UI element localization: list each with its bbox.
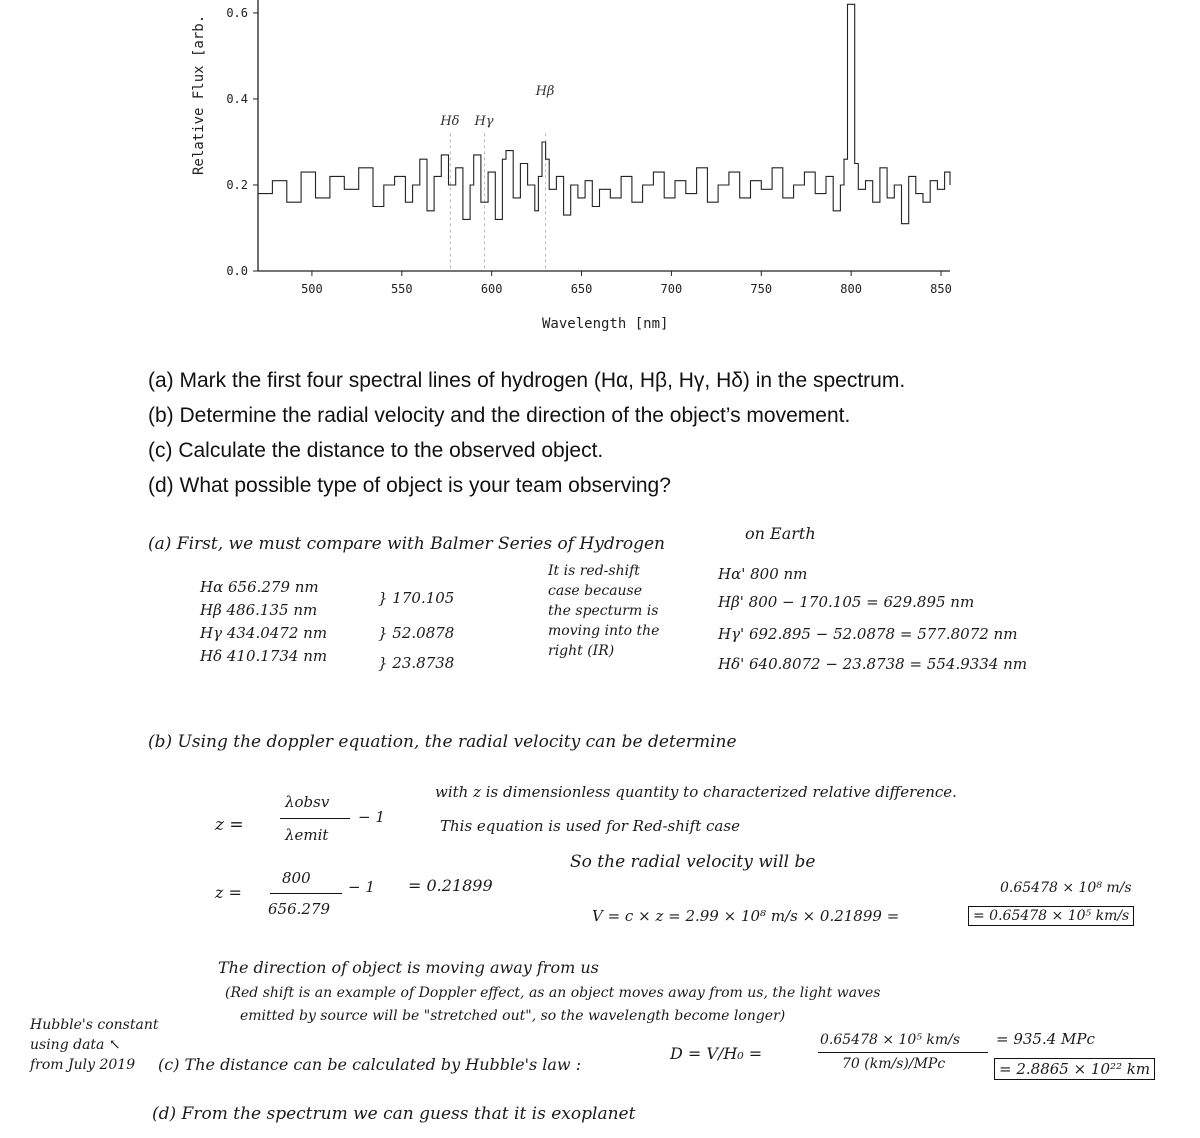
direction-line-2: (Red shift is an example of Doppler effect, as an object moves away from us, the light waves xyxy=(225,985,881,1001)
x-tick-label: 750 xyxy=(750,282,773,296)
hubble-note-3: from July 2019 xyxy=(30,1057,136,1073)
earth-line-h-alpha: Hα 656.279 nm xyxy=(200,578,319,596)
line-annotation-label: Hδ xyxy=(440,114,460,130)
x-axis xyxy=(258,271,952,296)
z-formula-denominator: λemit xyxy=(285,826,329,844)
answer-a-on-earth: on Earth xyxy=(745,524,816,543)
question-c: (c) Calculate the distance to the observed object. xyxy=(148,439,604,462)
z-calc-minus-one: − 1 xyxy=(348,878,375,896)
y-tick-label: 0.4 xyxy=(226,91,248,106)
earth-line-h-gamma: Hγ 434.0472 nm xyxy=(200,624,328,642)
redshift-note-1: It is red-shift xyxy=(548,563,640,579)
redshift-note-3: the specturm is xyxy=(548,603,659,619)
x-tick-label: 650 xyxy=(570,282,593,296)
difference-alpha-beta: } 170.105 xyxy=(378,589,455,607)
x-tick-label: 800 xyxy=(840,282,862,296)
x-axis-label: Wavelength [nm] xyxy=(542,316,669,332)
direction-line-3: emitted by source will be "stretched out", so the wavelength become longer) xyxy=(240,1008,786,1024)
answer-a-intro: (a) First, we must compare with Balmer Series of Hydrogen xyxy=(148,534,665,554)
answer-c-text: (c) The distance can be calculated by Hubble's law : xyxy=(158,1055,582,1074)
line-annotation-label: Hγ xyxy=(474,114,494,130)
question-b: (b) Determine the radial velocity and the direction of the object’s movement. xyxy=(148,404,851,427)
z-calc-denominator: 656.279 xyxy=(268,900,331,918)
y-tick-label: 0.6 xyxy=(226,5,248,20)
line-annotations xyxy=(439,84,554,129)
distance-equation: D = V/H₀ = xyxy=(670,1044,763,1063)
x-tick-label: 850 xyxy=(930,282,952,296)
observed-line-h-delta: Hδ' 640.8072 − 23.8738 = 554.9334 nm xyxy=(718,655,1028,673)
z-note-2: This equation is used for Red-shift case xyxy=(440,817,740,835)
distance-numerator: 0.65478 × 10⁵ km/s xyxy=(820,1032,961,1048)
y-tick-label: 0.0 xyxy=(226,264,248,278)
redshift-note-4: moving into the xyxy=(548,623,660,639)
x-tick-label: 600 xyxy=(480,282,503,296)
question-d: (d) What possible type of object is your team observing? xyxy=(148,474,671,497)
y-tick-label: 0.2 xyxy=(226,177,248,192)
z-calc-result: = 0.21899 xyxy=(408,876,493,895)
question-a: (a) Mark the first four spectral lines of hydrogen (Hα, Hβ, Hγ, Hδ) in the spectrum. xyxy=(148,369,906,392)
x-tick-label: 700 xyxy=(660,282,683,296)
observed-line-h-beta: Hβ' 800 − 170.105 = 629.895 nm xyxy=(718,593,975,611)
z-formula-numerator: λobsv xyxy=(285,793,330,811)
z-calc-fraction-bar xyxy=(270,893,342,894)
earth-line-h-beta: Hβ 486.135 nm xyxy=(200,601,318,619)
hubble-note-2: using data ↖ xyxy=(30,1037,121,1053)
x-tick-label: 500 xyxy=(301,282,323,296)
hubble-note-1: Hubble's constant xyxy=(30,1017,159,1033)
answer-b-intro: (b) Using the doppler equation, the radial velocity can be determine xyxy=(148,732,737,752)
distance-boxed-result: = 2.8865 × 10²² km xyxy=(994,1058,1155,1080)
spectrum-chart xyxy=(0,0,1200,345)
x-tick-label: 550 xyxy=(390,282,413,296)
difference-gamma-delta: } 23.8738 xyxy=(378,654,455,672)
velocity-equation: V = c × z = 2.99 × 10⁸ m/s × 0.21899 = xyxy=(592,907,900,925)
answer-d-text: (d) From the spectrum we can guess that it is exoplanet xyxy=(152,1104,636,1124)
distance-fraction-bar xyxy=(818,1052,988,1053)
distance-denominator: 70 (km/s)/MPc xyxy=(842,1056,946,1072)
earth-line-h-delta: Hδ 410.1734 nm xyxy=(200,647,328,665)
y-axis-label: Relative Flux [arb. xyxy=(191,14,207,175)
line-annotation-label: Hβ xyxy=(535,84,555,100)
z-note-1: with z is dimensionless quantity to characterized relative difference. xyxy=(435,783,957,801)
observed-line-h-alpha: Hα' 800 nm xyxy=(718,565,808,583)
direction-line-1: The direction of object is moving away from us xyxy=(218,958,599,977)
z-formula-label: z = xyxy=(215,815,244,835)
distance-mpc: = 935.4 MPc xyxy=(996,1030,1095,1048)
z-calc-numerator: 800 xyxy=(282,869,311,887)
velocity-value: 0.65478 × 10⁸ m/s xyxy=(1000,880,1132,896)
difference-beta-gamma: } 52.0878 xyxy=(378,624,455,642)
y-axis xyxy=(226,0,258,278)
z-formula-fraction-bar xyxy=(280,818,350,819)
velocity-boxed-result: = 0.65478 × 10⁵ km/s xyxy=(968,906,1134,926)
spectrum-series-line xyxy=(258,4,950,223)
redshift-note-2: case because xyxy=(548,583,643,599)
redshift-note-5: right (IR) xyxy=(548,643,615,659)
z-formula-minus-one: − 1 xyxy=(358,808,385,826)
velocity-intro: So the radial velocity will be xyxy=(570,852,816,872)
line-markers xyxy=(450,133,545,271)
z-calc-label: z = xyxy=(215,883,242,902)
observed-line-h-gamma: Hγ' 692.895 − 52.0878 = 577.8072 nm xyxy=(718,625,1018,643)
